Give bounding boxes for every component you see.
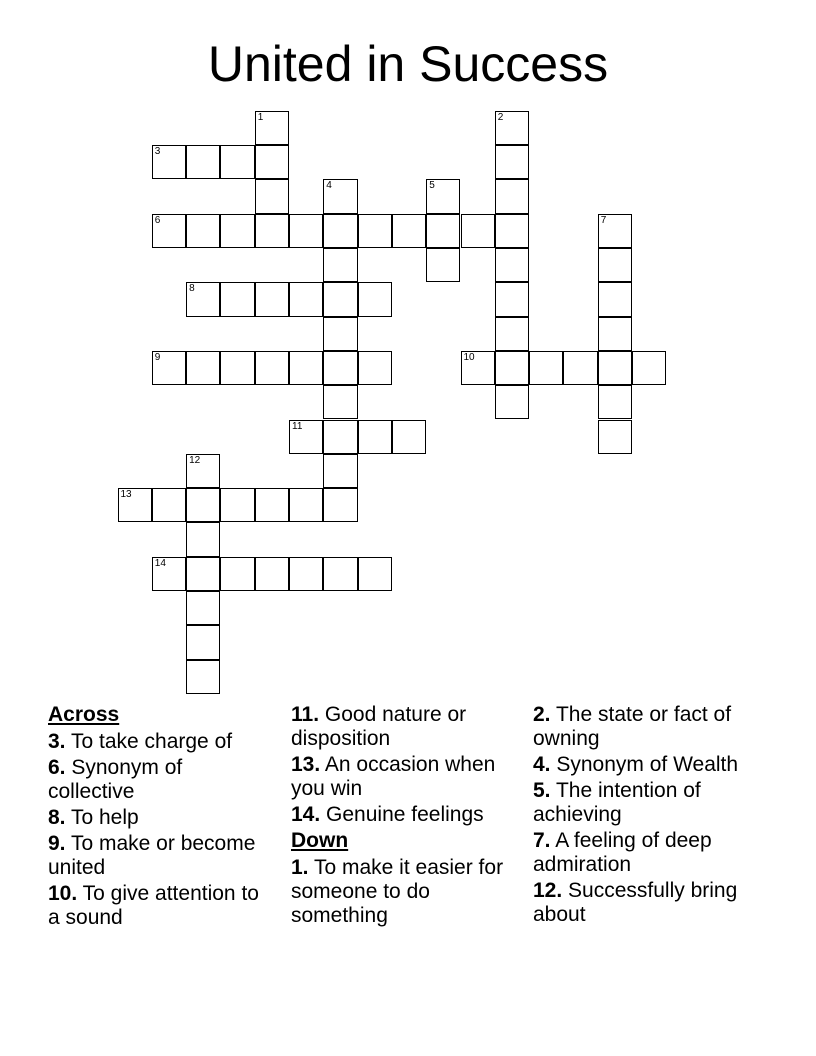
clue-number-label: 12 (189, 454, 201, 466)
grid-cell[interactable] (358, 557, 392, 591)
clue-number: 3. (48, 730, 66, 753)
grid-cell[interactable] (255, 145, 289, 179)
clue-number: 9. (48, 832, 66, 855)
clue-number: 14. (291, 803, 321, 826)
grid-cell[interactable] (255, 488, 289, 522)
clue-number-label: 13 (120, 489, 132, 501)
grid-cell[interactable] (598, 214, 632, 248)
grid-cell[interactable] (152, 488, 186, 522)
puzzle-title: United in Success (207, 36, 609, 92)
down-heading: Down (291, 829, 349, 852)
clue-number: 5. (533, 779, 551, 802)
clue-column-1 (48, 703, 273, 932)
clue-text: The intention of achieving (533, 779, 701, 826)
clue-number: 8. (48, 806, 66, 829)
grid-cell[interactable] (598, 317, 632, 351)
grid-cell[interactable] (255, 557, 289, 591)
grid-cell[interactable] (392, 420, 426, 454)
grid-cell[interactable] (220, 282, 254, 316)
grid-cell[interactable] (358, 420, 392, 454)
clue-number-label: 1 (257, 111, 264, 123)
clue-number: 1. (291, 856, 309, 879)
grid-cell[interactable] (289, 282, 323, 316)
clue-number-label: 3 (154, 146, 161, 158)
grid-cell[interactable] (323, 248, 357, 282)
grid-cell[interactable] (529, 351, 563, 385)
clue-down-5 (533, 779, 748, 827)
grid-cell[interactable] (152, 214, 186, 248)
grid-cell[interactable] (323, 420, 357, 454)
clue-number-label: 6 (154, 214, 161, 226)
clue-column-2 (291, 703, 506, 930)
clue-number: 11. (291, 703, 320, 726)
grid-cell[interactable] (289, 214, 323, 248)
grid-cell[interactable] (289, 557, 323, 591)
grid-cell[interactable] (323, 488, 357, 522)
grid-cell[interactable] (186, 454, 220, 488)
clue-text: Successfully bring about (533, 879, 738, 926)
clue-text: To make it easier for someone to do something (291, 856, 504, 927)
clue-down-12 (533, 879, 748, 927)
clue-across-9 (48, 832, 273, 880)
grid-cell[interactable] (289, 351, 323, 385)
grid-cell[interactable] (598, 420, 632, 454)
grid-cell[interactable] (495, 282, 529, 316)
clue-number-label: 7 (600, 214, 607, 226)
grid-cell[interactable] (186, 557, 220, 591)
clue-across-14 (291, 803, 506, 827)
grid-cell[interactable] (426, 214, 460, 248)
clue-number-label: 8 (189, 283, 195, 295)
clue-number-label: 14 (154, 557, 166, 569)
clue-number: 6. (48, 756, 66, 779)
clue-text: Synonym of Wealth (556, 753, 739, 776)
grid-cell[interactable] (186, 625, 220, 659)
clue-across-10 (48, 882, 273, 930)
grid-cell[interactable] (323, 214, 357, 248)
clue-text: Good nature or disposition (291, 703, 467, 750)
across-heading: Across (48, 703, 120, 726)
grid-cell[interactable] (152, 145, 186, 179)
clue-number-label: 5 (429, 180, 435, 192)
clue-across-11 (291, 703, 506, 751)
grid-cell[interactable] (220, 214, 254, 248)
clue-across-3 (48, 730, 273, 754)
grid-cell[interactable] (186, 214, 220, 248)
clue-down-1 (291, 856, 506, 928)
grid-cell[interactable] (495, 317, 529, 351)
grid-cell[interactable] (186, 522, 220, 556)
clue-down-7 (533, 829, 748, 877)
grid-cell[interactable] (598, 282, 632, 316)
grid-cell[interactable] (323, 351, 357, 385)
grid-cell[interactable] (118, 488, 152, 522)
clue-number-label: 2 (497, 111, 504, 123)
grid-cell[interactable] (598, 248, 632, 282)
grid-cell[interactable] (220, 557, 254, 591)
clue-number-label: 4 (326, 180, 332, 192)
grid-cell[interactable] (358, 351, 392, 385)
clue-text: An occasion when you win (291, 753, 496, 800)
clue-text: A feeling of deep admiration (533, 829, 712, 876)
clue-number: 12. (533, 879, 563, 902)
clue-across-13 (291, 753, 506, 801)
grid-cell[interactable] (461, 214, 495, 248)
grid-cell[interactable] (495, 214, 529, 248)
clue-number-label: 11 (292, 420, 303, 432)
clue-number: 4. (533, 753, 551, 776)
clue-number-label: 10 (463, 351, 475, 363)
grid-cell[interactable] (255, 179, 289, 213)
grid-cell[interactable] (152, 557, 186, 591)
grid-cell[interactable] (392, 214, 426, 248)
grid-cell[interactable] (220, 351, 254, 385)
grid-cell[interactable] (598, 351, 632, 385)
grid-cell[interactable] (186, 591, 220, 625)
grid-cell[interactable] (632, 351, 666, 385)
clue-text: Genuine feelings (326, 803, 484, 826)
grid-cell[interactable] (323, 385, 357, 419)
grid-cell[interactable] (289, 420, 323, 454)
grid-cell[interactable] (563, 351, 597, 385)
grid-cell[interactable] (358, 214, 392, 248)
grid-cell[interactable] (186, 145, 220, 179)
grid-cell[interactable] (358, 282, 392, 316)
grid-cell[interactable] (255, 351, 289, 385)
grid-cell[interactable] (426, 248, 460, 282)
clue-column-3 (533, 703, 748, 929)
grid-cell[interactable] (495, 111, 529, 145)
grid-cell[interactable] (323, 317, 357, 351)
clue-down-2 (533, 703, 748, 751)
grid-cell[interactable] (598, 385, 632, 419)
grid-cell[interactable] (255, 282, 289, 316)
grid-cell[interactable] (495, 385, 529, 419)
grid-cell[interactable] (186, 282, 220, 316)
clue-text: To take charge of (70, 730, 233, 753)
clue-text: To make or become united (48, 832, 256, 879)
clue-number: 10. (48, 882, 78, 905)
grid-cell[interactable] (186, 660, 220, 694)
grid-cell[interactable] (289, 488, 323, 522)
clue-text: To help (70, 806, 139, 829)
grid-cell[interactable] (495, 145, 529, 179)
grid-cell[interactable] (495, 248, 529, 282)
grid-cell[interactable] (323, 557, 357, 591)
grid-cell[interactable] (495, 179, 529, 213)
clue-number: 2. (533, 703, 551, 726)
grid-cell[interactable] (220, 488, 254, 522)
clue-across-8 (48, 806, 273, 830)
grid-cell[interactable] (426, 179, 460, 213)
clue-number: 13. (291, 753, 321, 776)
grid-cell[interactable] (461, 351, 495, 385)
grid-cell[interactable] (186, 488, 220, 522)
grid-cell[interactable] (255, 214, 289, 248)
clue-down-4 (533, 753, 748, 777)
clue-across-6 (48, 756, 273, 804)
clue-text: The state or fact of owning (533, 703, 732, 750)
clue-number: 7. (533, 829, 551, 852)
clue-text: Synonym of collective (48, 756, 183, 803)
grid-cell[interactable] (186, 351, 220, 385)
grid-cell[interactable] (323, 282, 357, 316)
clue-text: To give attention to a sound (48, 882, 259, 929)
grid-cell[interactable] (255, 111, 289, 145)
grid-cell[interactable] (495, 351, 529, 385)
clue-number-label: 9 (154, 351, 161, 363)
grid-cell[interactable] (323, 179, 357, 213)
grid-cell[interactable] (323, 454, 357, 488)
grid-cell[interactable] (152, 351, 186, 385)
grid-cell[interactable] (220, 145, 254, 179)
